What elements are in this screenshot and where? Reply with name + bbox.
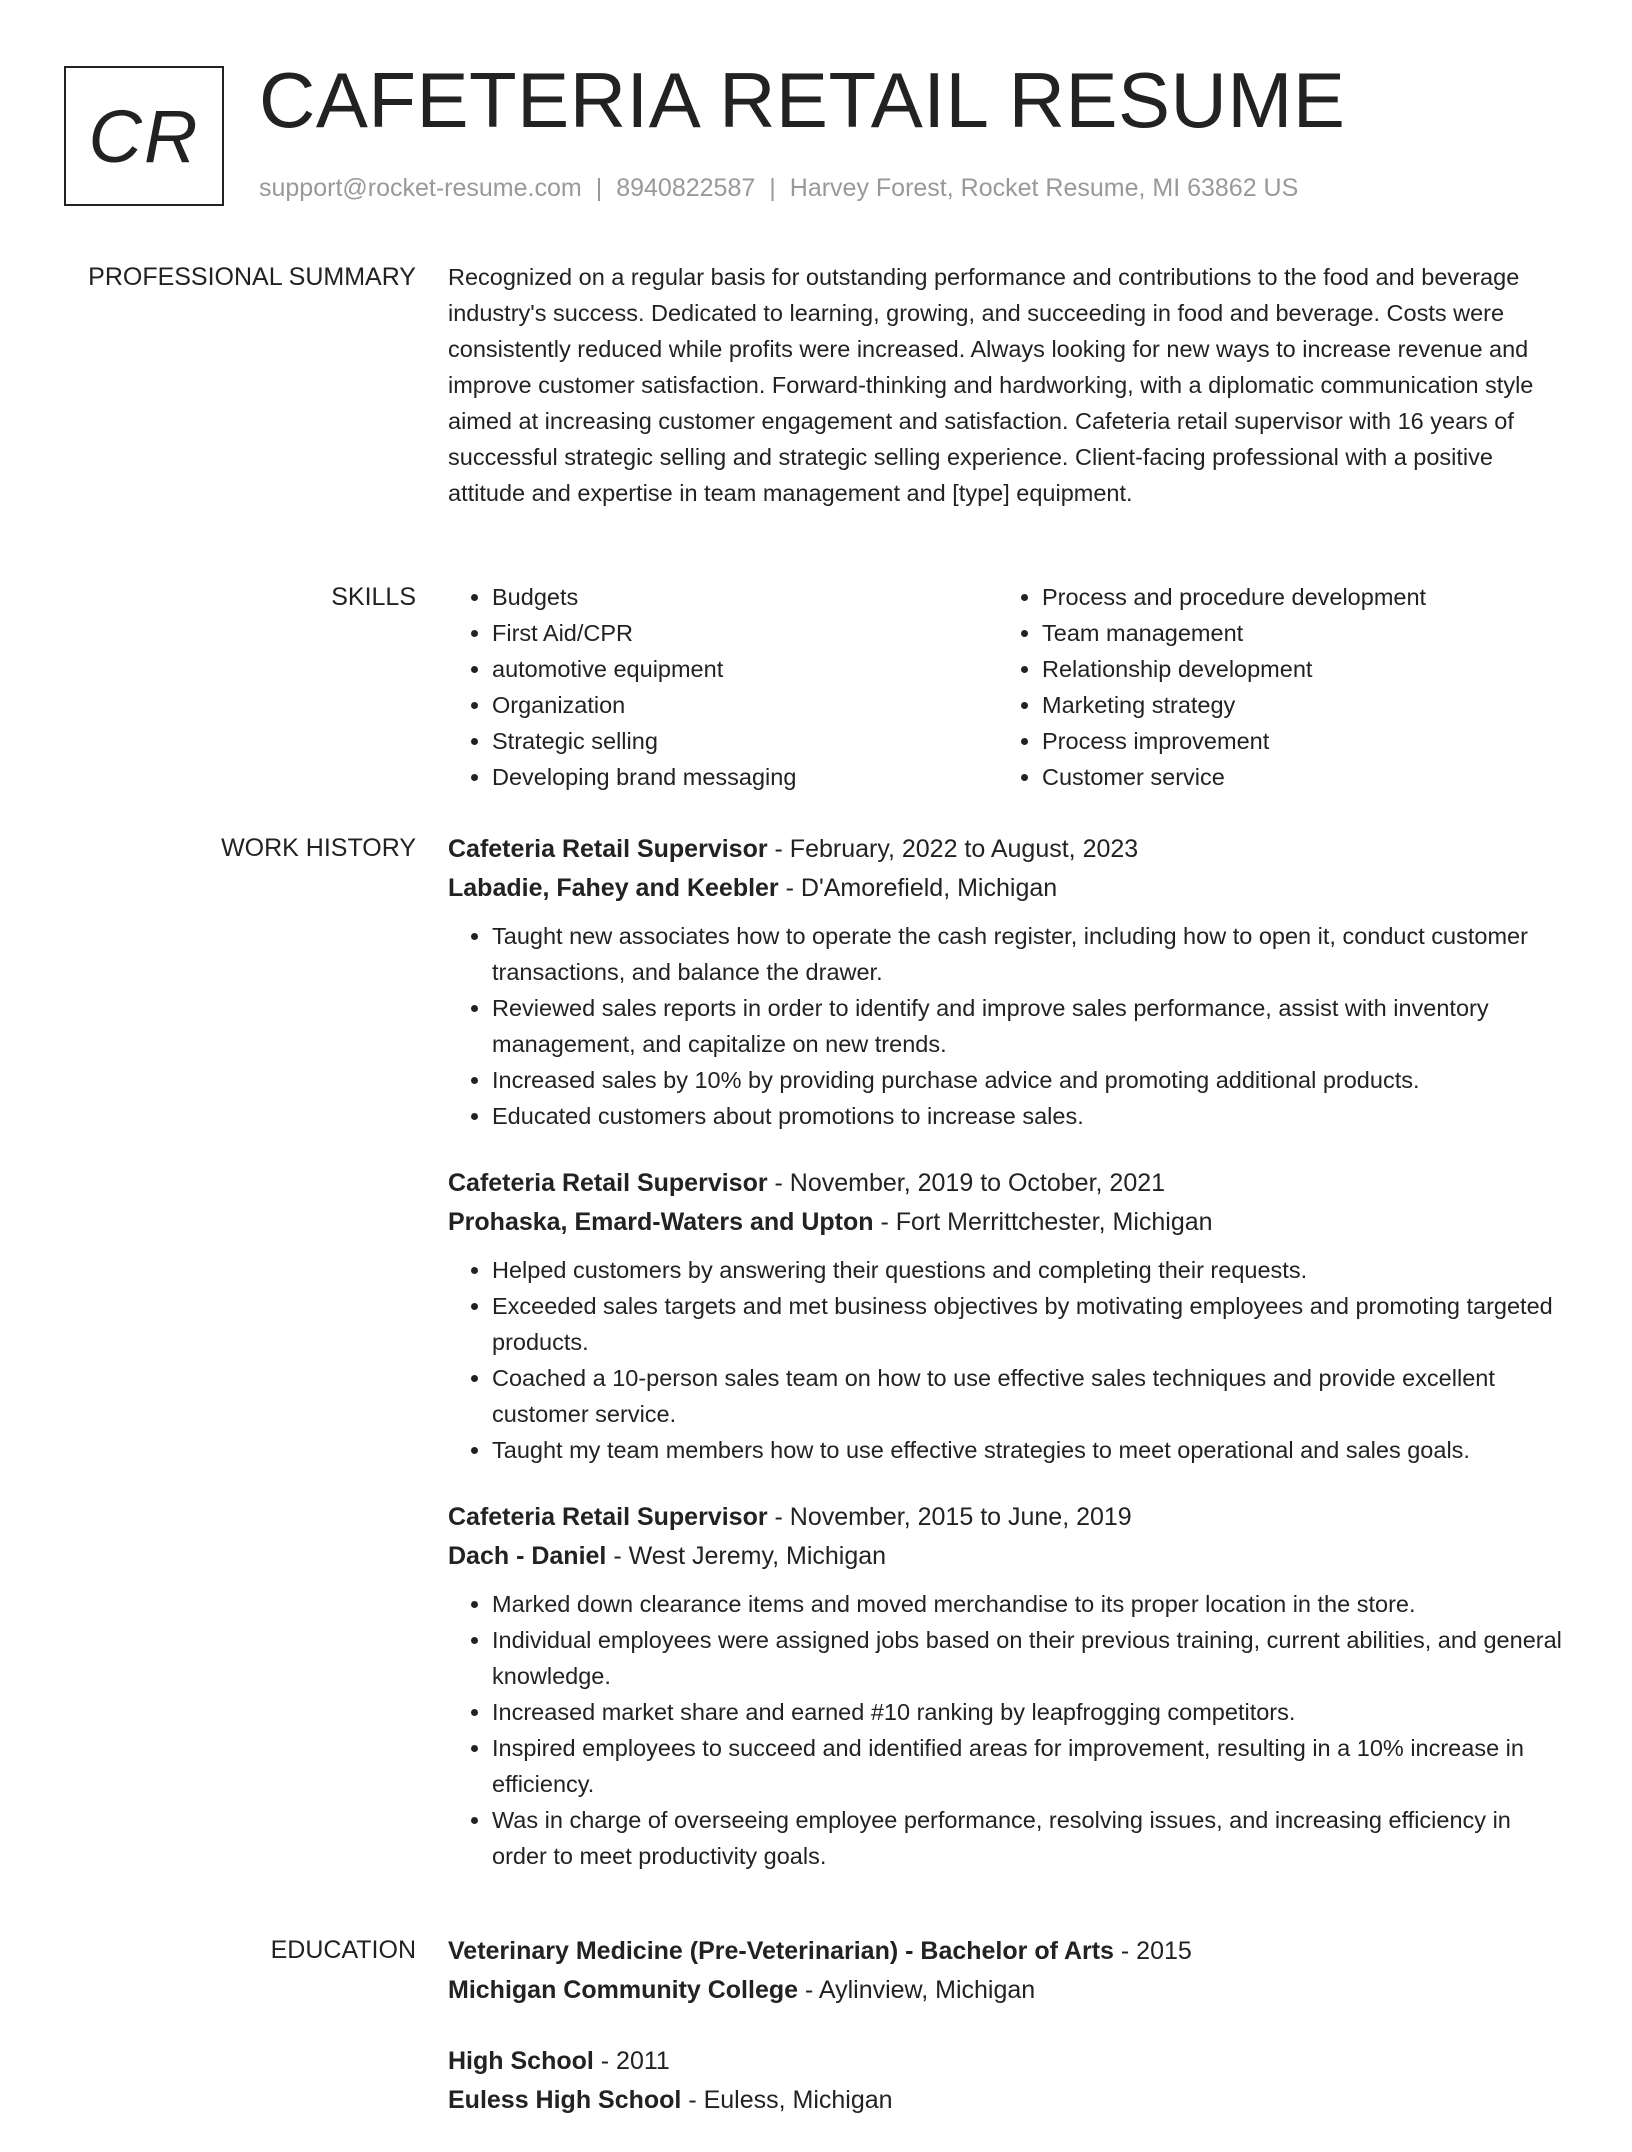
- job-title-line: [448, 830, 1568, 869]
- job-location: - Fort Merrittchester, Michigan: [873, 1208, 1213, 1236]
- education-entry: [448, 1932, 1568, 2010]
- job-bullet: • Marked down clearance items and moved merchandise to its proper location in the store.: [492, 1586, 1568, 1622]
- summary-body: [448, 259, 1568, 511]
- work-history-body: [448, 830, 1568, 1904]
- job-bullet: • Educated customers about promotions to increase sales.: [492, 1098, 1568, 1134]
- job-bullet: • Individual employees were assigned jobs based on their previous training, current abilities, and general knowledge.: [492, 1622, 1568, 1694]
- skills-body: [448, 579, 1568, 795]
- education-school-line: [448, 2081, 1568, 2120]
- job-bullet: • Increased sales by 10% by providing purchase advice and promoting additional products.: [492, 1062, 1568, 1098]
- education-heading: EDUCATION: [270, 1936, 416, 1964]
- job-bullet: • Coached a 10-person sales team on how to use effective sales techniques and provide excellent customer service.: [492, 1360, 1568, 1432]
- job-entry: [448, 1164, 1568, 1468]
- work-history-heading: WORK HISTORY: [221, 834, 416, 862]
- job-company: Prohaska, Emard-Waters and Upton: [448, 1208, 874, 1236]
- monogram-box: [64, 66, 224, 206]
- skill-item: • Team management: [1042, 615, 1548, 651]
- skills-list-left: [448, 579, 998, 795]
- skills-heading: SKILLS: [331, 583, 416, 611]
- contact-email: support@rocket-resume.com: [259, 174, 582, 202]
- job-location: - West Jeremy, Michigan: [606, 1542, 887, 1570]
- skill-item: • Budgets: [492, 579, 998, 615]
- education-year: - 2015: [1113, 1937, 1192, 1965]
- job-dates: - November, 2019 to October, 2021: [767, 1169, 1166, 1197]
- skill-item: • Developing brand messaging: [492, 759, 998, 795]
- job-company-line: [448, 1203, 1568, 1242]
- education-location: - Aylinview, Michigan: [798, 1976, 1036, 2004]
- job-bullet: • Reviewed sales reports in order to identify and improve sales performance, assist with inventory management, and capitalize on new trends.: [492, 990, 1568, 1062]
- job-bullets: [448, 918, 1568, 1134]
- skill-item: • Process improvement: [1042, 723, 1548, 759]
- skill-item: • Strategic selling: [492, 723, 998, 759]
- education-school: Michigan Community College: [448, 1976, 799, 2004]
- education-degree: Veterinary Medicine (Pre-Veterinarian) - Bachelor of Arts: [448, 1937, 1114, 1965]
- contact-separator: |: [769, 174, 776, 202]
- summary-heading: PROFESSIONAL SUMMARY: [88, 263, 416, 291]
- job-company: Labadie, Fahey and Keebler: [448, 874, 779, 902]
- job-bullet: • Inspired employees to succeed and identified areas for improvement, resulting in a 10% increase in efficiency.: [492, 1730, 1568, 1802]
- education-year: - 2011: [593, 2047, 670, 2075]
- education-degree-line: [448, 2042, 1568, 2081]
- skills-list-right: [998, 579, 1548, 795]
- job-title-line: [448, 1164, 1568, 1203]
- contact-phone: 8940822587: [616, 174, 756, 202]
- job-company-line: [448, 1537, 1568, 1576]
- job-title: Cafeteria Retail Supervisor: [448, 1503, 768, 1531]
- job-bullet: • Helped customers by answering their questions and completing their requests.: [492, 1252, 1568, 1288]
- job-bullet: • Was in charge of overseeing employee performance, resolving issues, and increasing efficiency in order to meet productivity goals.: [492, 1802, 1568, 1874]
- contact-line: [259, 174, 1298, 203]
- job-bullet: • Taught my team members how to use effective strategies to meet operational and sales goals.: [492, 1432, 1568, 1468]
- job-company-line: [448, 869, 1568, 908]
- job-bullets: [448, 1586, 1568, 1874]
- education-entry: [448, 2042, 1568, 2120]
- job-entry: [448, 830, 1568, 1134]
- skill-item: • Relationship development: [1042, 651, 1548, 687]
- education-degree-line: [448, 1932, 1568, 1971]
- job-location: - D'Amorefield, Michigan: [778, 874, 1058, 902]
- education-school: Euless High School: [448, 2086, 682, 2114]
- contact-address: Harvey Forest, Rocket Resume, MI 63862 US: [789, 174, 1299, 202]
- job-bullet: • Exceeded sales targets and met business objectives by motivating employees and promoting targeted products.: [492, 1288, 1568, 1360]
- job-entry: [448, 1498, 1568, 1874]
- job-bullets: [448, 1252, 1568, 1468]
- monogram-initials: CR: [88, 94, 200, 178]
- skill-item: • Process and procedure development: [1042, 579, 1548, 615]
- education-degree: High School: [448, 2047, 594, 2075]
- skill-item: • Organization: [492, 687, 998, 723]
- job-dates: - February, 2022 to August, 2023: [767, 835, 1139, 863]
- job-dates: - November, 2015 to June, 2019: [767, 1503, 1132, 1531]
- skills-grid: [448, 579, 1568, 795]
- education-body: [448, 1932, 1568, 2152]
- resume-title: CAFETERIA RETAIL RESUME: [259, 56, 1346, 144]
- contact-separator: |: [595, 174, 603, 202]
- education-location: - Euless, Michigan: [681, 2086, 893, 2114]
- job-title-line: [448, 1498, 1568, 1537]
- job-company: Dach - Daniel: [448, 1542, 607, 1570]
- job-bullet: • Taught new associates how to operate the cash register, including how to open it, conduct customer transactions, and balance the drawer.: [492, 918, 1568, 990]
- job-title: Cafeteria Retail Supervisor: [448, 1169, 768, 1197]
- skill-item: • Marketing strategy: [1042, 687, 1548, 723]
- job-title: Cafeteria Retail Supervisor: [448, 835, 768, 863]
- skill-item: • Customer service: [1042, 759, 1548, 795]
- job-bullet: • Increased market share and earned #10 ranking by leapfrogging competitors.: [492, 1694, 1568, 1730]
- skill-item: • automotive equipment: [492, 651, 998, 687]
- skill-item: • First Aid/CPR: [492, 615, 998, 651]
- education-school-line: [448, 1971, 1568, 2010]
- summary-text: Recognized on a regular basis for outstanding performance and contributions to the food and beverage industry's success. Dedicated to learning, growing, and succeeding in food and beverage. Costs were consistently reduced while profits were increased. Always looking for new ways to increase revenue and improve customer satisfaction. Forward-thinking and hardworking, with a diplomatic communication style aimed at increasing customer engagement and satisfaction. Cafeteria retail supervisor with 16 years of successful strategic selling and strategic selling experience. Client-facing professional with a positive attitude and expertise in team management and [type] equipment.: [448, 264, 1534, 506]
